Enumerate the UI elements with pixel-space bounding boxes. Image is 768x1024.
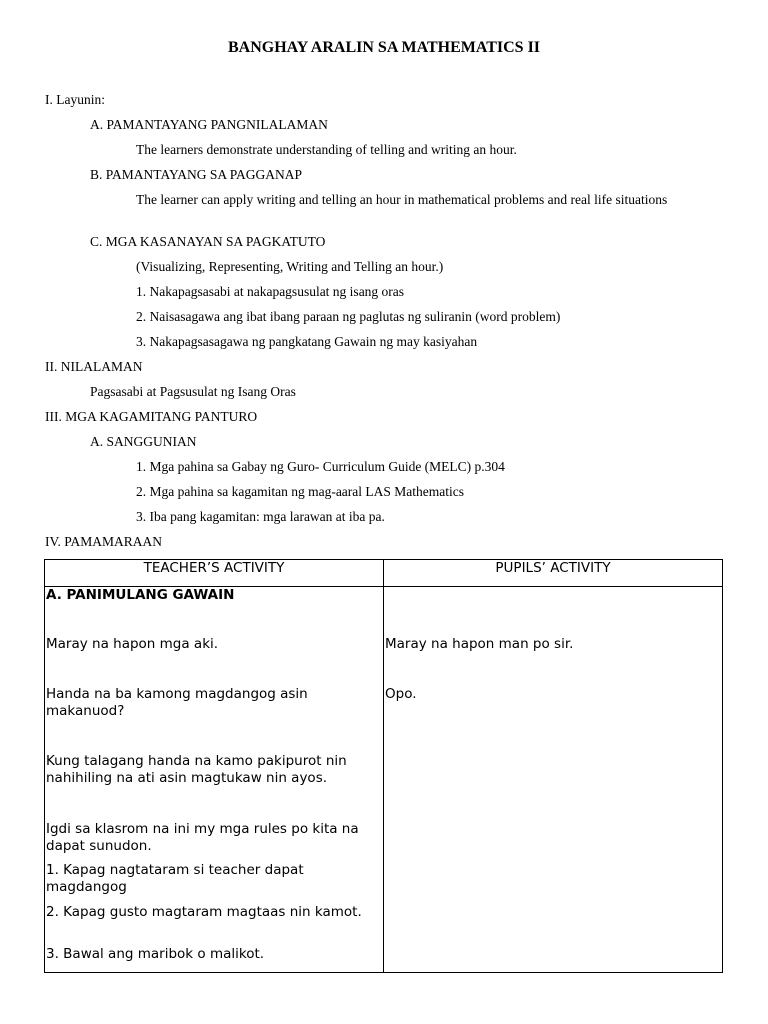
teacher-line: Igdi sa klasrom na ini my mga rules po kita na dapat sunudon. (46, 821, 359, 854)
text-pagganap: The learner can apply writing and telling an hour in mathematical problems and real life situations (136, 192, 668, 207)
document-title: BANGHAY ARALIN SA MATHEMATICS II (227, 39, 541, 56)
teacher-section-heading: A. PANIMULANG GAWAIN (46, 587, 235, 603)
teacher-line: Maray na hapon mga aki. (46, 636, 219, 652)
list-item: 2. Naisasagawa ang ibat ibang paraan ng paglutas ng suliranin (word problem) (136, 309, 561, 324)
list-item: 3. Nakapagsasagawa ng pangkatang Gawain ng may kasiyahan (136, 334, 478, 349)
list-item: 1. Nakapagsasabi at nakapagsusulat ng isang oras (136, 284, 405, 299)
list-item: 1. Mga pahina sa Gabay ng Guro- Curriculum Guide (MELC) p.304 (136, 459, 505, 474)
heading-pamantayang-pangnilalaman: A. PAMANTAYANG PANGNILALAMAN (90, 117, 328, 132)
table-row (45, 587, 723, 973)
pupil-line: Maray na hapon man po sir. (385, 636, 574, 652)
pupil-line: Opo. (385, 686, 417, 702)
section-nilalaman: II. NILALAMAN (45, 359, 143, 374)
header-teacher-activity: TEACHER’S ACTIVITY (45, 560, 384, 587)
pupils-activity-cell (384, 587, 723, 973)
teacher-rule: 3. Bawal ang maribok o malikot. (46, 946, 265, 962)
section-pamamaraan: IV. PAMAMARAAN (45, 534, 163, 549)
header-pupils-activity: PUPILS’ ACTIVITY (384, 560, 723, 587)
heading-pamantayang-pagganap: B. PAMANTAYANG SA PAGGANAP (90, 167, 302, 182)
text-kasanayan-intro: (Visualizing, Representing, Writing and Telling an hour.) (136, 259, 444, 274)
text-pangnilalaman: The learners demonstrate understanding of telling and writing an hour. (136, 142, 517, 157)
list-item: 3. Iba pang kagamitan: mga larawan at iba pa. (136, 509, 385, 524)
teacher-rule: 1. Kapag nagtataram si teacher dapat magdangog (46, 862, 304, 895)
teacher-rule: 2. Kapag gusto magtaram magtaas nin kamot. (46, 904, 362, 920)
table-header-row (45, 560, 723, 587)
heading-kasanayan: C. MGA KASANAYAN SA PAGKATUTO (90, 234, 326, 249)
teacher-activity-cell (45, 587, 384, 973)
activity-table (44, 559, 723, 973)
text-nilalaman: Pagsasabi at Pagsusulat ng Isang Oras (90, 384, 296, 399)
teacher-line: Handa na ba kamong magdangog asin makanuod? (46, 686, 308, 719)
section-kagamitan: III. MGA KAGAMITANG PANTURO (45, 409, 258, 424)
teacher-line: Kung talagang handa na kamo pakipurot nin nahihiling na ati asin magtukaw nin ayos. (46, 753, 347, 786)
section-layunin: I. Layunin: (45, 92, 105, 107)
list-item: 2. Mga pahina sa kagamitan ng mag-aaral LAS Mathematics (136, 484, 465, 499)
heading-sanggunian: A. SANGGUNIAN (90, 434, 197, 449)
